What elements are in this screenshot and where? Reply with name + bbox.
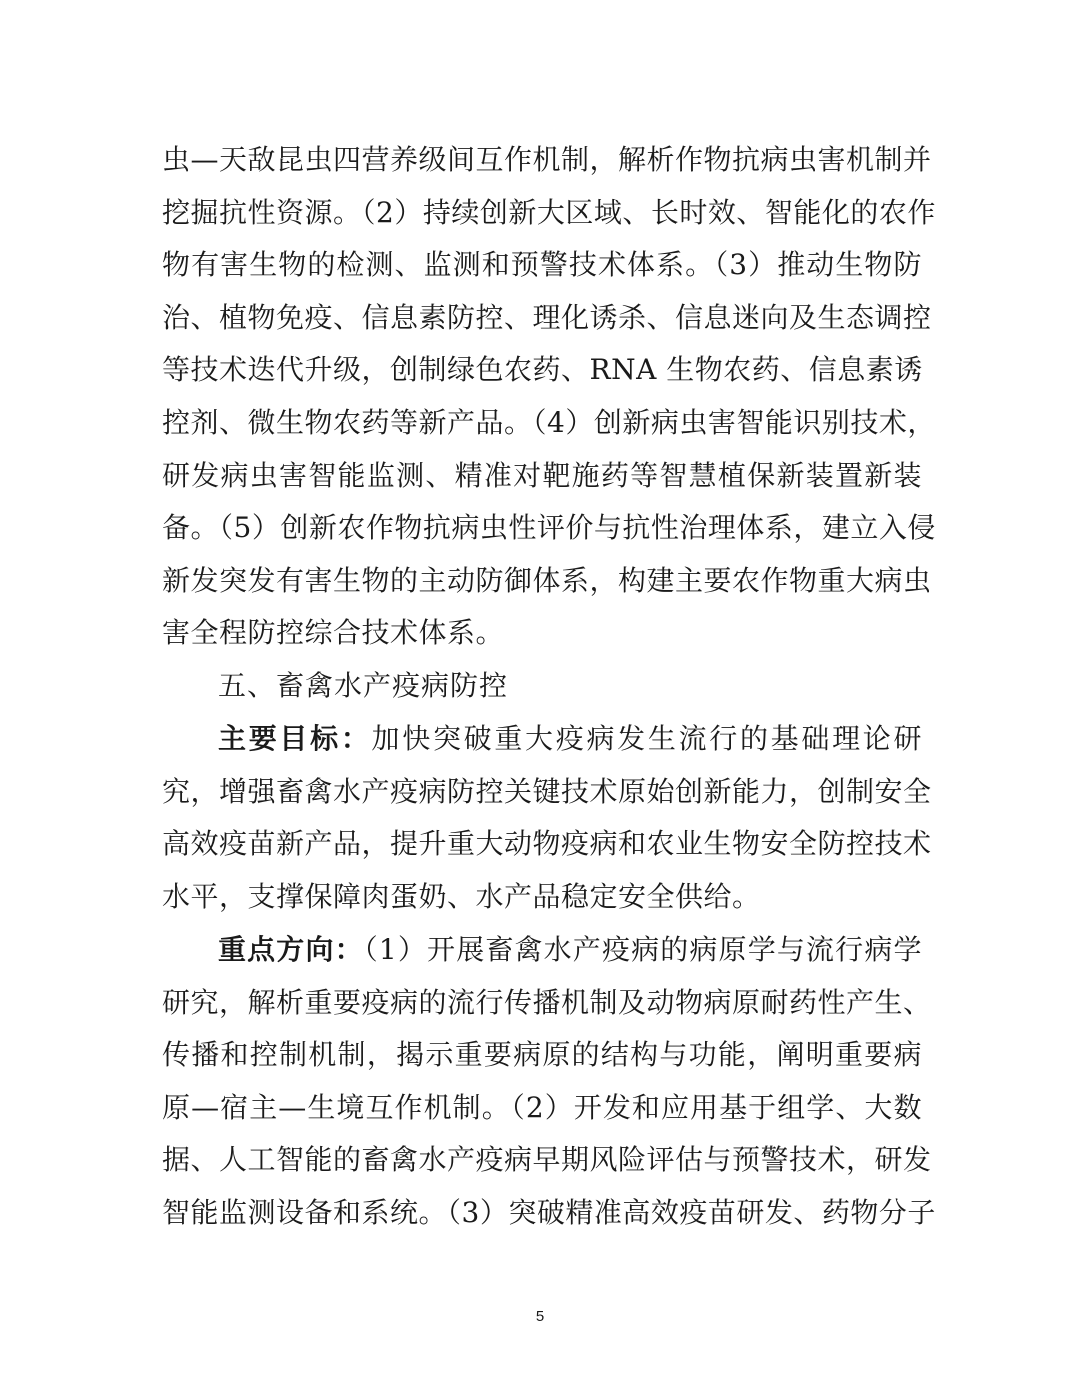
goal-first-line: 加快突破重大疫病发生流行的基础理论研 — [371, 722, 922, 755]
text-line: 控剂、微生物农药等新产品。（4）创新病虫害智能识别技术， — [162, 405, 936, 439]
text-line: 智能监测设备和系统。（3）突破精准高效疫苗研发、药物分子 — [162, 1195, 936, 1229]
text-line: 据、人工智能的畜禽水产疫病早期风险评估与预警技术，研发 — [162, 1143, 932, 1177]
text-line-first — [162, 924, 922, 977]
section-heading: 五、畜禽水产疫病防控 — [218, 669, 509, 702]
goal-label: 主要目标： — [218, 722, 372, 755]
text-line: 研究，解析重要疫病的流行传播机制及动物病原耐药性产生、 — [162, 985, 932, 1019]
text-line: 等技术迭代升级，创制绿色农药、RNA 生物农药、信息素诱 — [162, 353, 923, 387]
text-line: 水平，支撑保障肉蛋奶、水产品稳定安全供给。 — [162, 879, 761, 913]
paragraph-pest-control — [162, 134, 936, 660]
text-line: 原—宿主—生境互作机制。（2）开发和应用基于组学、大数 — [162, 1090, 922, 1124]
text-line: 害全程防控综合技术体系。 — [162, 616, 505, 650]
text-line: 研发病虫害智能监测、精准对靶施药等智慧植保新装置新装 — [162, 458, 922, 492]
text-line: 高效疫苗新产品，提升重大动物疫病和农业生物安全防控技术 — [162, 827, 932, 861]
text-line: 治、植物免疫、信息素防控、理化诱杀、信息迷向及生态调控 — [162, 300, 932, 334]
text-line: 虫—天敌昆虫四营养级间互作机制，解析作物抗病虫害机制并 — [162, 143, 932, 176]
focus-first-line: （1）开展畜禽水产疫病的病原学与流行病学 — [363, 933, 922, 966]
text-line: 备。（5）创新农作物抗病虫性评价与抗性治理体系，建立入侵 — [162, 511, 936, 545]
paragraph-key-directions — [162, 924, 936, 1240]
section-heading-block — [162, 660, 922, 713]
text-line-first — [162, 713, 922, 766]
text-line: 挖掘抗性资源。（2）持续创新大区域、长时效、智能化的农作 — [162, 195, 936, 229]
text-line: 传播和控制机制，揭示重要病原的结构与功能，阐明重要病 — [162, 1038, 922, 1072]
paragraph-main-goals — [162, 713, 932, 923]
page-number: 5 — [535, 1308, 545, 1325]
text-line: 物有害生物的检测、监测和预警技术体系。（3）推动生物防 — [162, 248, 922, 282]
text-line: 究，增强畜禽水产疫病防控关键技术原始创新能力，创制安全 — [162, 774, 932, 808]
text-line: 新发突发有害生物的主动防御体系，构建主要农作物重大病虫 — [162, 563, 932, 597]
focus-label: 重点方向： — [218, 933, 364, 966]
